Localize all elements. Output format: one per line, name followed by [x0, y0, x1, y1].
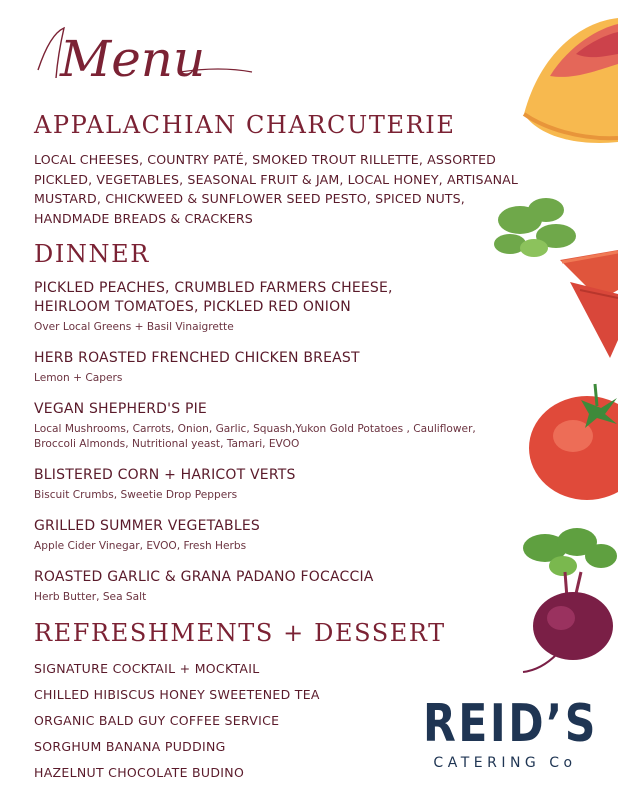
dinner-item — [34, 517, 504, 554]
dish-description: Herb Butter, Sea Salt — [34, 591, 147, 603]
list-item: CHILLED HIBISCUS HONEY SWEETENED TEA — [34, 687, 320, 702]
peach-slice-illustration — [520, 14, 618, 150]
script-menu-title — [30, 14, 270, 104]
dinner-item — [34, 466, 504, 503]
dish-name: HERB ROASTED FRENCHED CHICKEN BREAST — [34, 350, 360, 366]
dish-name: GRILLED SUMMER VEGETABLES — [34, 518, 260, 534]
dinner-item — [34, 568, 504, 605]
list-item: SIGNATURE COCKTAIL + MOCKTAIL — [34, 661, 260, 676]
dish-name: BLISTERED CORN + HARICOT VERTS — [34, 467, 296, 483]
dish-description: Lemon + Capers — [34, 372, 123, 384]
refreshments-title: REFRESHMENTS + DESSERT — [34, 619, 446, 647]
logo-wordmark: REID’S — [423, 694, 598, 754]
dish-description: Over Local Greens + Basil Vinaigrette — [34, 321, 234, 333]
dinner-title: DINNER — [34, 240, 150, 268]
dish-description: Apple Cider Vinegar, EVOO, Fresh Herbs — [34, 540, 247, 552]
tomato-illustration — [525, 378, 618, 504]
beet-illustration — [505, 522, 618, 682]
carrots-illustration — [490, 190, 618, 370]
list-item: HAZELNUT CHOCOLATE BUDINO — [34, 765, 245, 780]
reids-logo — [405, 695, 605, 771]
charcuterie-description: LOCAL CHEESES, COUNTRY PATÉ, SMOKED TROUT RILLETTE, ASSORTED PICKLED, VEGETABLES, SEASONAL FRUIT & JAM, LOCAL HONEY, ARTISANAL MUSTARD, CHICKWEED & SUNFLOWER SEED PESTO, SPICED NUTS, HANDMADE BREADS & CRACKERS — [34, 152, 519, 226]
dish-description: Biscuit Crumbs, Sweetie Drop Peppers — [34, 489, 238, 501]
charcuterie-title: APPALACHIAN CHARCUTERIE — [34, 111, 456, 139]
logo-subtitle: CATERING Co — [433, 755, 577, 771]
dish-name: VEGAN SHEPHERD'S PIE — [34, 401, 207, 417]
dinner-item — [34, 400, 504, 452]
dish-name: PICKLED PEACHES, CRUMBLED FARMERS CHEESE, HEIRLOOM TOMATOES, PICKLED RED ONION — [34, 280, 393, 315]
refreshments-list — [34, 656, 320, 786]
dinner-item — [34, 349, 504, 386]
dinner-item — [34, 279, 504, 335]
list-item: SORGHUM BANANA PUDDING — [34, 739, 226, 754]
dish-name: ROASTED GARLIC & GRANA PADANO FOCACCIA — [34, 569, 374, 585]
dish-description: Local Mushrooms, Carrots, Onion, Garlic, Squash,Yukon Gold Potatoes , Cauliflower, Broccoli Almonds, Nutritional yeast, Tamari, EVOO — [34, 423, 476, 450]
svg-text:Menu: Menu — [60, 30, 206, 88]
list-item: ORGANIC BALD GUY COFFEE SERVICE — [34, 713, 280, 728]
